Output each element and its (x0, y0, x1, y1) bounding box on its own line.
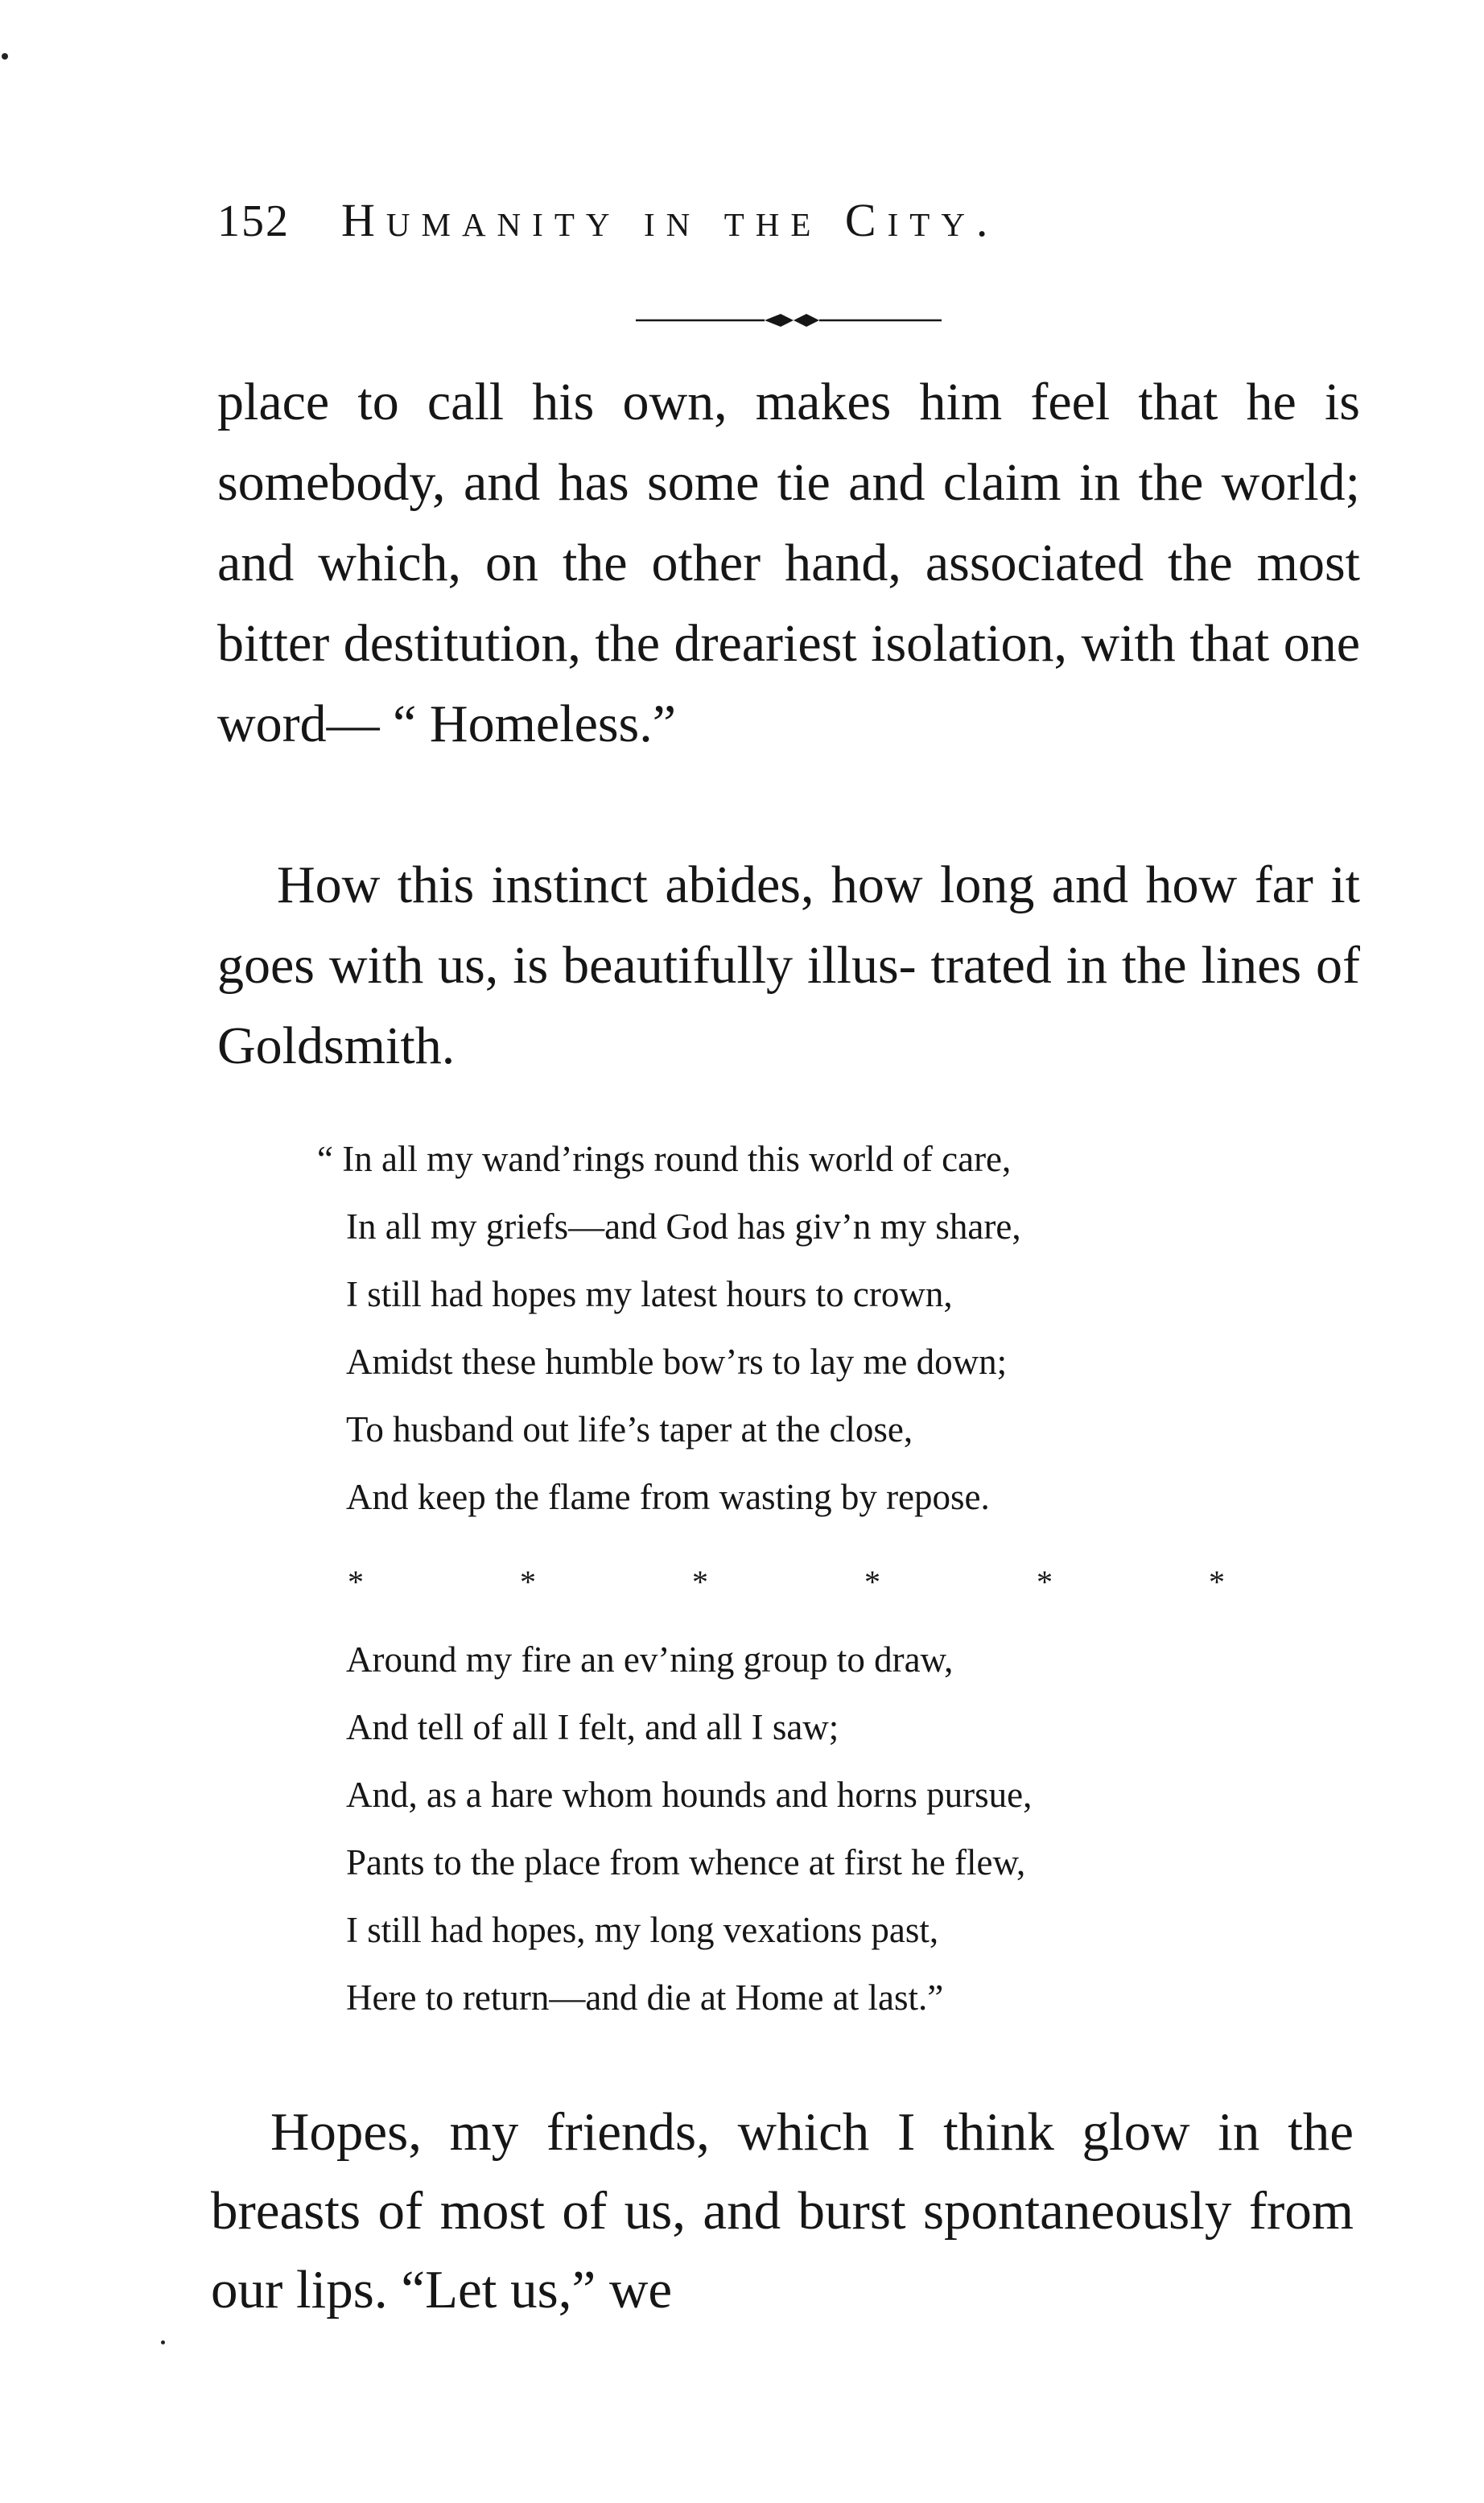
poem-stanza-2 (346, 1626, 1255, 2031)
poem-line: Around my fire an ev’ning group to draw, (346, 1639, 954, 1680)
header-ornament-divider (636, 311, 942, 330)
running-header (217, 193, 1272, 247)
asterisk: * (1037, 1564, 1053, 1600)
asterisk: * (520, 1564, 536, 1600)
asterisk: * (692, 1564, 708, 1600)
paragraph-1: place to call his own, makes him feel that he is somebody, and has some tie and claim in the world; and which, on the other hand, associated the most bitter destitution, the dreariest isolation, with that one word— “ Homeless.” (217, 373, 1360, 753)
poem-line: To husband out life’s taper at the close, (346, 1409, 913, 1449)
print-speck (2, 53, 8, 60)
poem-stanza-1 (317, 1125, 1255, 1531)
asterisk: * (864, 1564, 880, 1600)
asterisk: * (1209, 1564, 1225, 1600)
poem-line: Amidst these humble bow’rs to lay me down; (346, 1342, 1008, 1382)
print-speck (161, 2340, 165, 2344)
running-title: Humanity in the City. (341, 194, 1000, 246)
poem-line: And, as a hare whom hounds and horns pursue, (346, 1775, 1033, 1815)
poem-line: And keep the flame from wasting by repose. (346, 1477, 990, 1517)
poem-line: In all my griefs—and God has giv’n my share, (346, 1206, 1021, 1247)
paragraph-2: How this instinct abides, how long and how far it goes with us, is beautifully illus- trated in the lines of Goldsmith. (217, 856, 1360, 1075)
poem-line: “ In all my wand’rings round this world of care, (317, 1139, 1012, 1179)
asterisk: * (348, 1564, 364, 1600)
asterism-separator (348, 1566, 1225, 1598)
poem-line: I still had hopes my latest hours to crown, (346, 1274, 953, 1314)
poem-line: Pants to the place from whence at first he flew, (346, 1842, 1026, 1882)
closing-paragraph: Hopes, my friends, which I think glow in the breasts of most of us, and burst spontaneously from our lips. “Let us,” we (211, 2102, 1354, 2320)
poem-line: Here to return—and die at Home at last.” (346, 1977, 944, 2018)
page-number: 152 (217, 196, 290, 246)
poem-line: And tell of all I felt, and all I saw; (346, 1707, 839, 1747)
poem-line: I still had hopes, my long vexations past, (346, 1910, 939, 1950)
